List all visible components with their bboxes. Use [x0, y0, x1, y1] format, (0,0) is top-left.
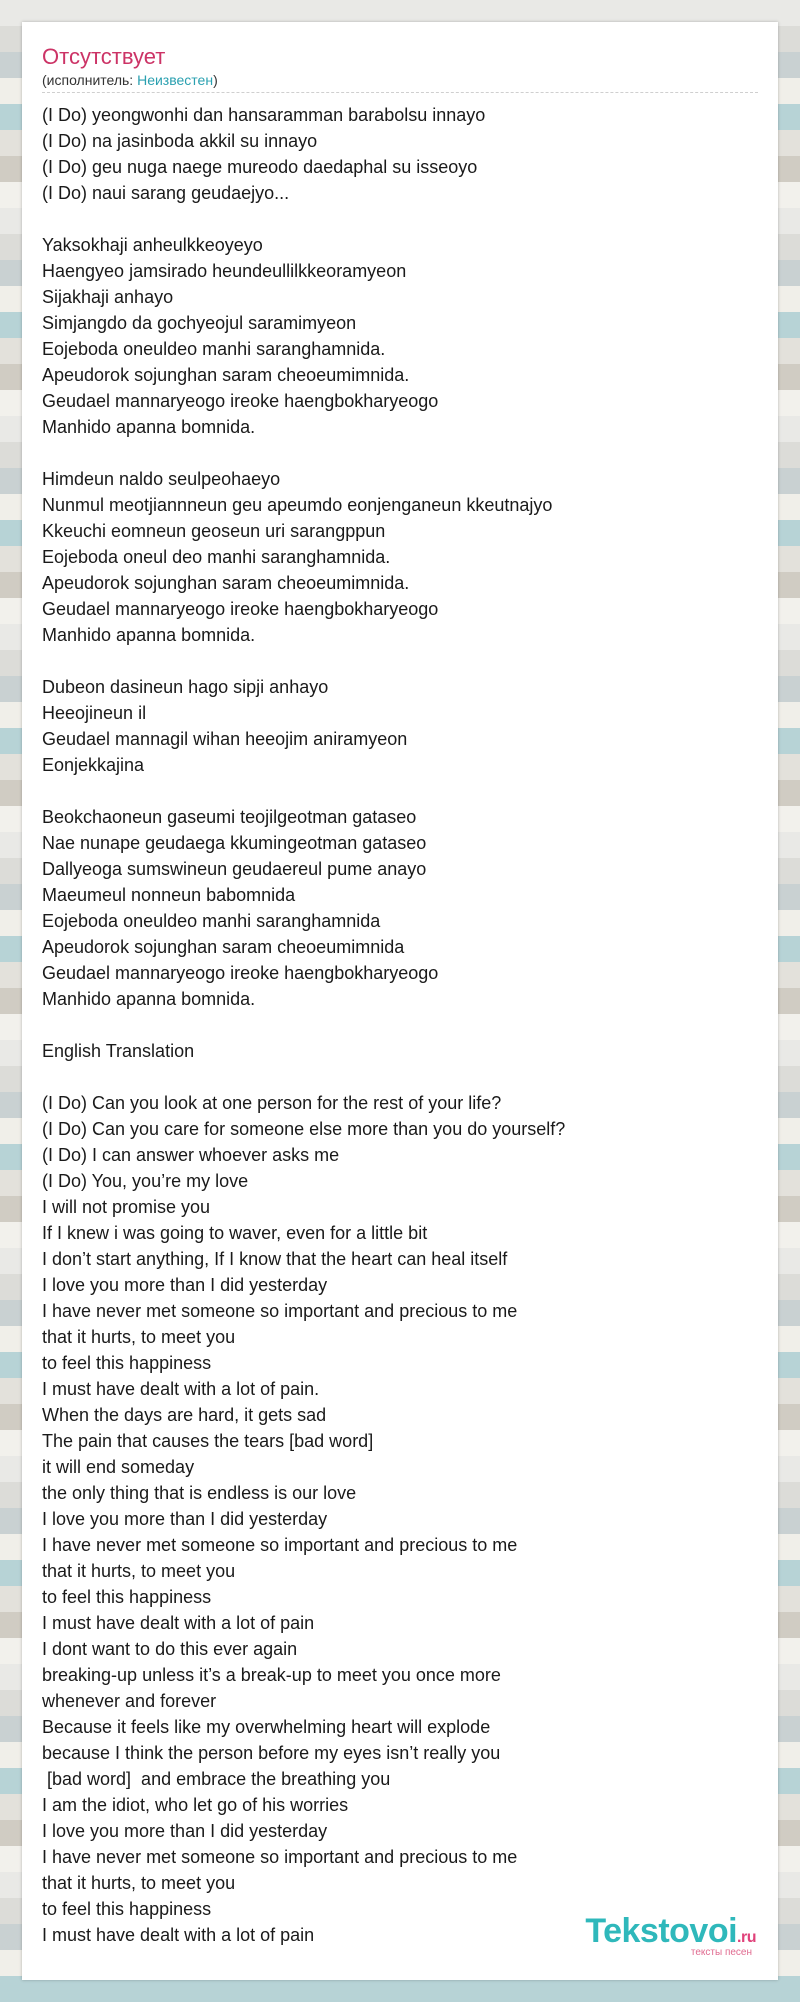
- lyrics-text: [42, 102, 758, 1948]
- lyrics-line: Dubeon dasineun hago sipji anhayo: [42, 677, 329, 697]
- lyrics-line: (I Do) yeongwonhi dan hansaramman barabolsu innayo: [42, 105, 486, 125]
- lyrics-line: The pain that causes the tears [bad word]: [42, 1431, 374, 1451]
- lyrics-line: Dallyeoga sumswineun geudaereul pume anayo: [42, 859, 427, 879]
- lyrics-line: I love you more than I did yesterday: [42, 1509, 328, 1529]
- lyrics-line: (I Do) geu nuga naege mureodo daedaphal su isseoyo: [42, 157, 478, 177]
- artist-suffix: ): [213, 72, 218, 88]
- lyrics-line: Eojeboda oneul deo manhi saranghamnida.: [42, 547, 391, 567]
- title-divider: [42, 92, 758, 93]
- lyrics-blank-line: [42, 778, 758, 804]
- lyrics-line: (I Do) You, you’re my love: [42, 1171, 249, 1191]
- lyrics-line: Nae nunape geudaega kkumingeotman gataseo: [42, 833, 427, 853]
- lyrics-line: I have never met someone so important and precious to me: [42, 1535, 518, 1555]
- lyrics-line: Manhido apanna bomnida.: [42, 625, 256, 645]
- artist-link[interactable]: Неизвестен: [137, 72, 214, 88]
- lyrics-line: Maeumeul nonneun babomnida: [42, 885, 296, 905]
- lyrics-line: Haengyeo jamsirado heundeullilkkeoramyeon: [42, 261, 407, 281]
- lyrics-line: I dont want to do this ever again: [42, 1639, 298, 1659]
- lyrics-line: because I think the person before my eyes isn’t really you: [42, 1743, 501, 1763]
- logo-tagline: тексты песен: [690, 1947, 752, 1958]
- lyrics-line: I love you more than I did yesterday: [42, 1821, 328, 1841]
- artist-prefix: (исполнитель:: [42, 72, 138, 88]
- lyrics-line: Eonjekkajina: [42, 755, 145, 775]
- lyrics-line: (I Do) I can answer whoever asks me: [42, 1145, 340, 1165]
- lyrics-line: Because it feels like my overwhelming heart will explode: [42, 1717, 491, 1737]
- lyrics-line: I have never met someone so important and precious to me: [42, 1301, 518, 1321]
- site-logo[interactable]: [585, 1912, 756, 1958]
- lyrics-blank-line: [42, 648, 758, 674]
- lyrics-line: If I knew i was going to waver, even for a little bit: [42, 1223, 428, 1243]
- lyrics-line: Sijakhaji anhayo: [42, 287, 174, 307]
- lyrics-line: When the days are hard, it gets sad: [42, 1405, 327, 1425]
- lyrics-line: Geudael mannagil wihan heeojim aniramyeon: [42, 729, 408, 749]
- lyrics-line: to feel this happiness: [42, 1899, 212, 1919]
- lyrics-line: Geudael mannaryeogo ireoke haengbokharyeogo: [42, 599, 439, 619]
- lyrics-line: (I Do) na jasinboda akkil su innayo: [42, 131, 318, 151]
- lyrics-line: to feel this happiness: [42, 1587, 212, 1607]
- lyrics-blank-line: [42, 1064, 758, 1090]
- lyrics-line: Manhido apanna bomnida.: [42, 989, 256, 1009]
- lyrics-line: (I Do) Can you look at one person for the rest of your life?: [42, 1093, 502, 1113]
- lyrics-line: whenever and forever: [42, 1691, 217, 1711]
- lyrics-line: that it hurts, to meet you: [42, 1873, 236, 1893]
- lyrics-line: Beokchaoneun gaseumi teojilgeotman gataseo: [42, 807, 417, 827]
- lyrics-line: Apeudorok sojunghan saram cheoeumimnida.: [42, 365, 410, 385]
- lyrics-line: Geudael mannaryeogo ireoke haengbokharyeogo: [42, 391, 439, 411]
- logo-name: Tekstovoi: [585, 1912, 738, 1950]
- lyrics-blank-line: [42, 206, 758, 232]
- lyrics-line: Heeojineun il: [42, 703, 147, 723]
- lyrics-line: I must have dealt with a lot of pain: [42, 1613, 315, 1633]
- lyrics-line: Simjangdo da gochyeojul saramimyeon: [42, 313, 357, 333]
- lyrics-line: Himdeun naldo seulpeohaeyo: [42, 469, 281, 489]
- lyrics-line: I don’t start anything, If I know that the heart can heal itself: [42, 1249, 508, 1269]
- lyrics-line: Apeudorok sojunghan saram cheoeumimnida.: [42, 573, 410, 593]
- lyrics-line: Eojeboda oneuldeo manhi saranghamnida.: [42, 339, 386, 359]
- lyrics-line: Eojeboda oneuldeo manhi saranghamnida: [42, 911, 381, 931]
- lyrics-line: Geudael mannaryeogo ireoke haengbokharyeogo: [42, 963, 439, 983]
- lyrics-line: (I Do) Can you care for someone else more than you do yourself?: [42, 1119, 566, 1139]
- lyrics-line: Yaksokhaji anheulkkeoyeyo: [42, 235, 263, 255]
- artist-line: [42, 72, 218, 88]
- lyrics-line: Kkeuchi eomneun geoseun uri sarangppun: [42, 521, 386, 541]
- lyrics-line: that it hurts, to meet you: [42, 1327, 236, 1347]
- lyrics-line: I have never met someone so important and precious to me: [42, 1847, 518, 1867]
- lyrics-line: English Translation: [42, 1041, 195, 1061]
- lyrics-line: the only thing that is endless is our love: [42, 1483, 357, 1503]
- lyrics-line: Apeudorok sojunghan saram cheoeumimnida: [42, 937, 405, 957]
- lyrics-line: that it hurts, to meet you: [42, 1561, 236, 1581]
- lyrics-line: I love you more than I did yesterday: [42, 1275, 328, 1295]
- lyrics-line: I must have dealt with a lot of pain: [42, 1925, 315, 1945]
- lyrics-line: [bad word] and embrace the breathing you: [42, 1769, 391, 1789]
- lyrics-line: Manhido apanna bomnida.: [42, 417, 256, 437]
- lyrics-line: I must have dealt with a lot of pain.: [42, 1379, 320, 1399]
- lyrics-blank-line: [42, 1012, 758, 1038]
- lyrics-line: it will end someday: [42, 1457, 195, 1477]
- lyrics-line: breaking-up unless it’s a break-up to meet you once more: [42, 1665, 501, 1685]
- lyrics-card: [22, 22, 778, 1980]
- lyrics-line: I will not promise you: [42, 1197, 211, 1217]
- lyrics-line: Nunmul meotjiannneun geu apeumdo eonjenganeun kkeutnajyo: [42, 495, 553, 515]
- lyrics-line: I am the idiot, who let go of his worries: [42, 1795, 349, 1815]
- lyrics-line: to feel this happiness: [42, 1353, 212, 1373]
- lyrics-line: (I Do) naui sarang geudaejyo...: [42, 183, 290, 203]
- lyrics-blank-line: [42, 440, 758, 466]
- logo-tld: .ru: [737, 1929, 756, 1946]
- song-title: Отсутствует: [42, 44, 166, 69]
